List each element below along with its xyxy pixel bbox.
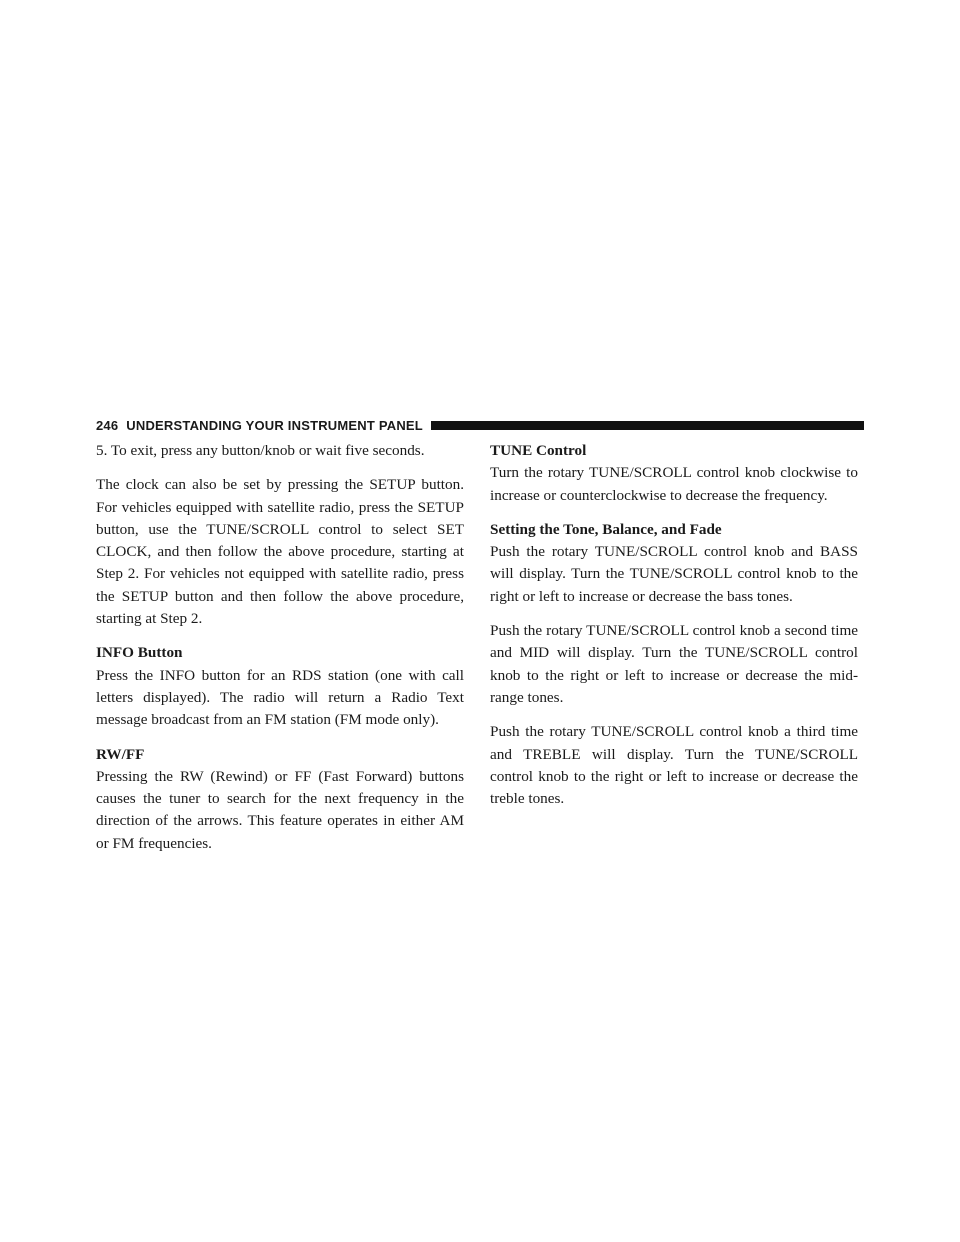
page-number: 246 — [96, 417, 119, 433]
tune-control-section — [490, 440, 858, 507]
right-column — [490, 440, 858, 822]
rwff-paragraph: Pressing the RW (Rewind) or FF (Fast Forward) buttons causes the tuner to search for the next frequency in the direction of the arrows. This feature operates in either AM or FM frequencies. — [96, 767, 464, 852]
page-header — [96, 416, 864, 434]
tune-control-paragraph: Turn the rotary TUNE/SCROLL control knob clockwise to increase or counterclockwise to decrease the frequency. — [490, 464, 858, 504]
tone-heading: Setting the Tone, Balance, and Fade — [490, 520, 722, 538]
left-column — [96, 440, 464, 867]
tune-control-heading: TUNE Control — [490, 442, 587, 459]
info-button-paragraph: Press the INFO button for an RDS station (one with call letters displayed). The radio will return a Radio Text message broadcast from an FM station (FM mode only). — [96, 666, 464, 729]
tone-section — [490, 519, 858, 608]
rwff-section — [96, 744, 464, 855]
rwff-heading: RW/FF — [96, 745, 145, 763]
treble-paragraph: Push the rotary TUNE/SCROLL control knob a third time and TREBLE will display. Turn the TUNE/SCROLL control knob to the right or left to increase or decrease the treble tones. — [490, 723, 858, 808]
info-button-section — [96, 642, 464, 731]
section-title: UNDERSTANDING YOUR INSTRUMENT PANEL — [126, 417, 423, 433]
mid-paragraph: Push the rotary TUNE/SCROLL control knob a second time and MID will display. Turn the TUNE/SCROLL control knob to the right or left to increase or decrease the mid-range tones. — [490, 622, 858, 706]
clock-setup-paragraph: The clock can also be set by pressing the SETUP button. For vehicles equipped with satellite radio, press the SETUP button, use the TUNE/SCROLL control to select SET CLOCK, and then follow the above procedure, starting at Step 2. For vehicles not equipped with satellite radio, press the SETUP button and then follow the above procedure, starting at Step 2. — [96, 476, 464, 628]
header-rule — [431, 421, 864, 430]
step-5-paragraph: 5. To exit, press any button/knob or wait five seconds. — [96, 442, 425, 459]
info-button-heading: INFO Button — [96, 644, 183, 662]
bass-paragraph: Push the rotary TUNE/SCROLL control knob and BASS will display. Turn the TUNE/SCROLL control knob to the right or left to increase or decrease the bass tones. — [490, 543, 858, 605]
